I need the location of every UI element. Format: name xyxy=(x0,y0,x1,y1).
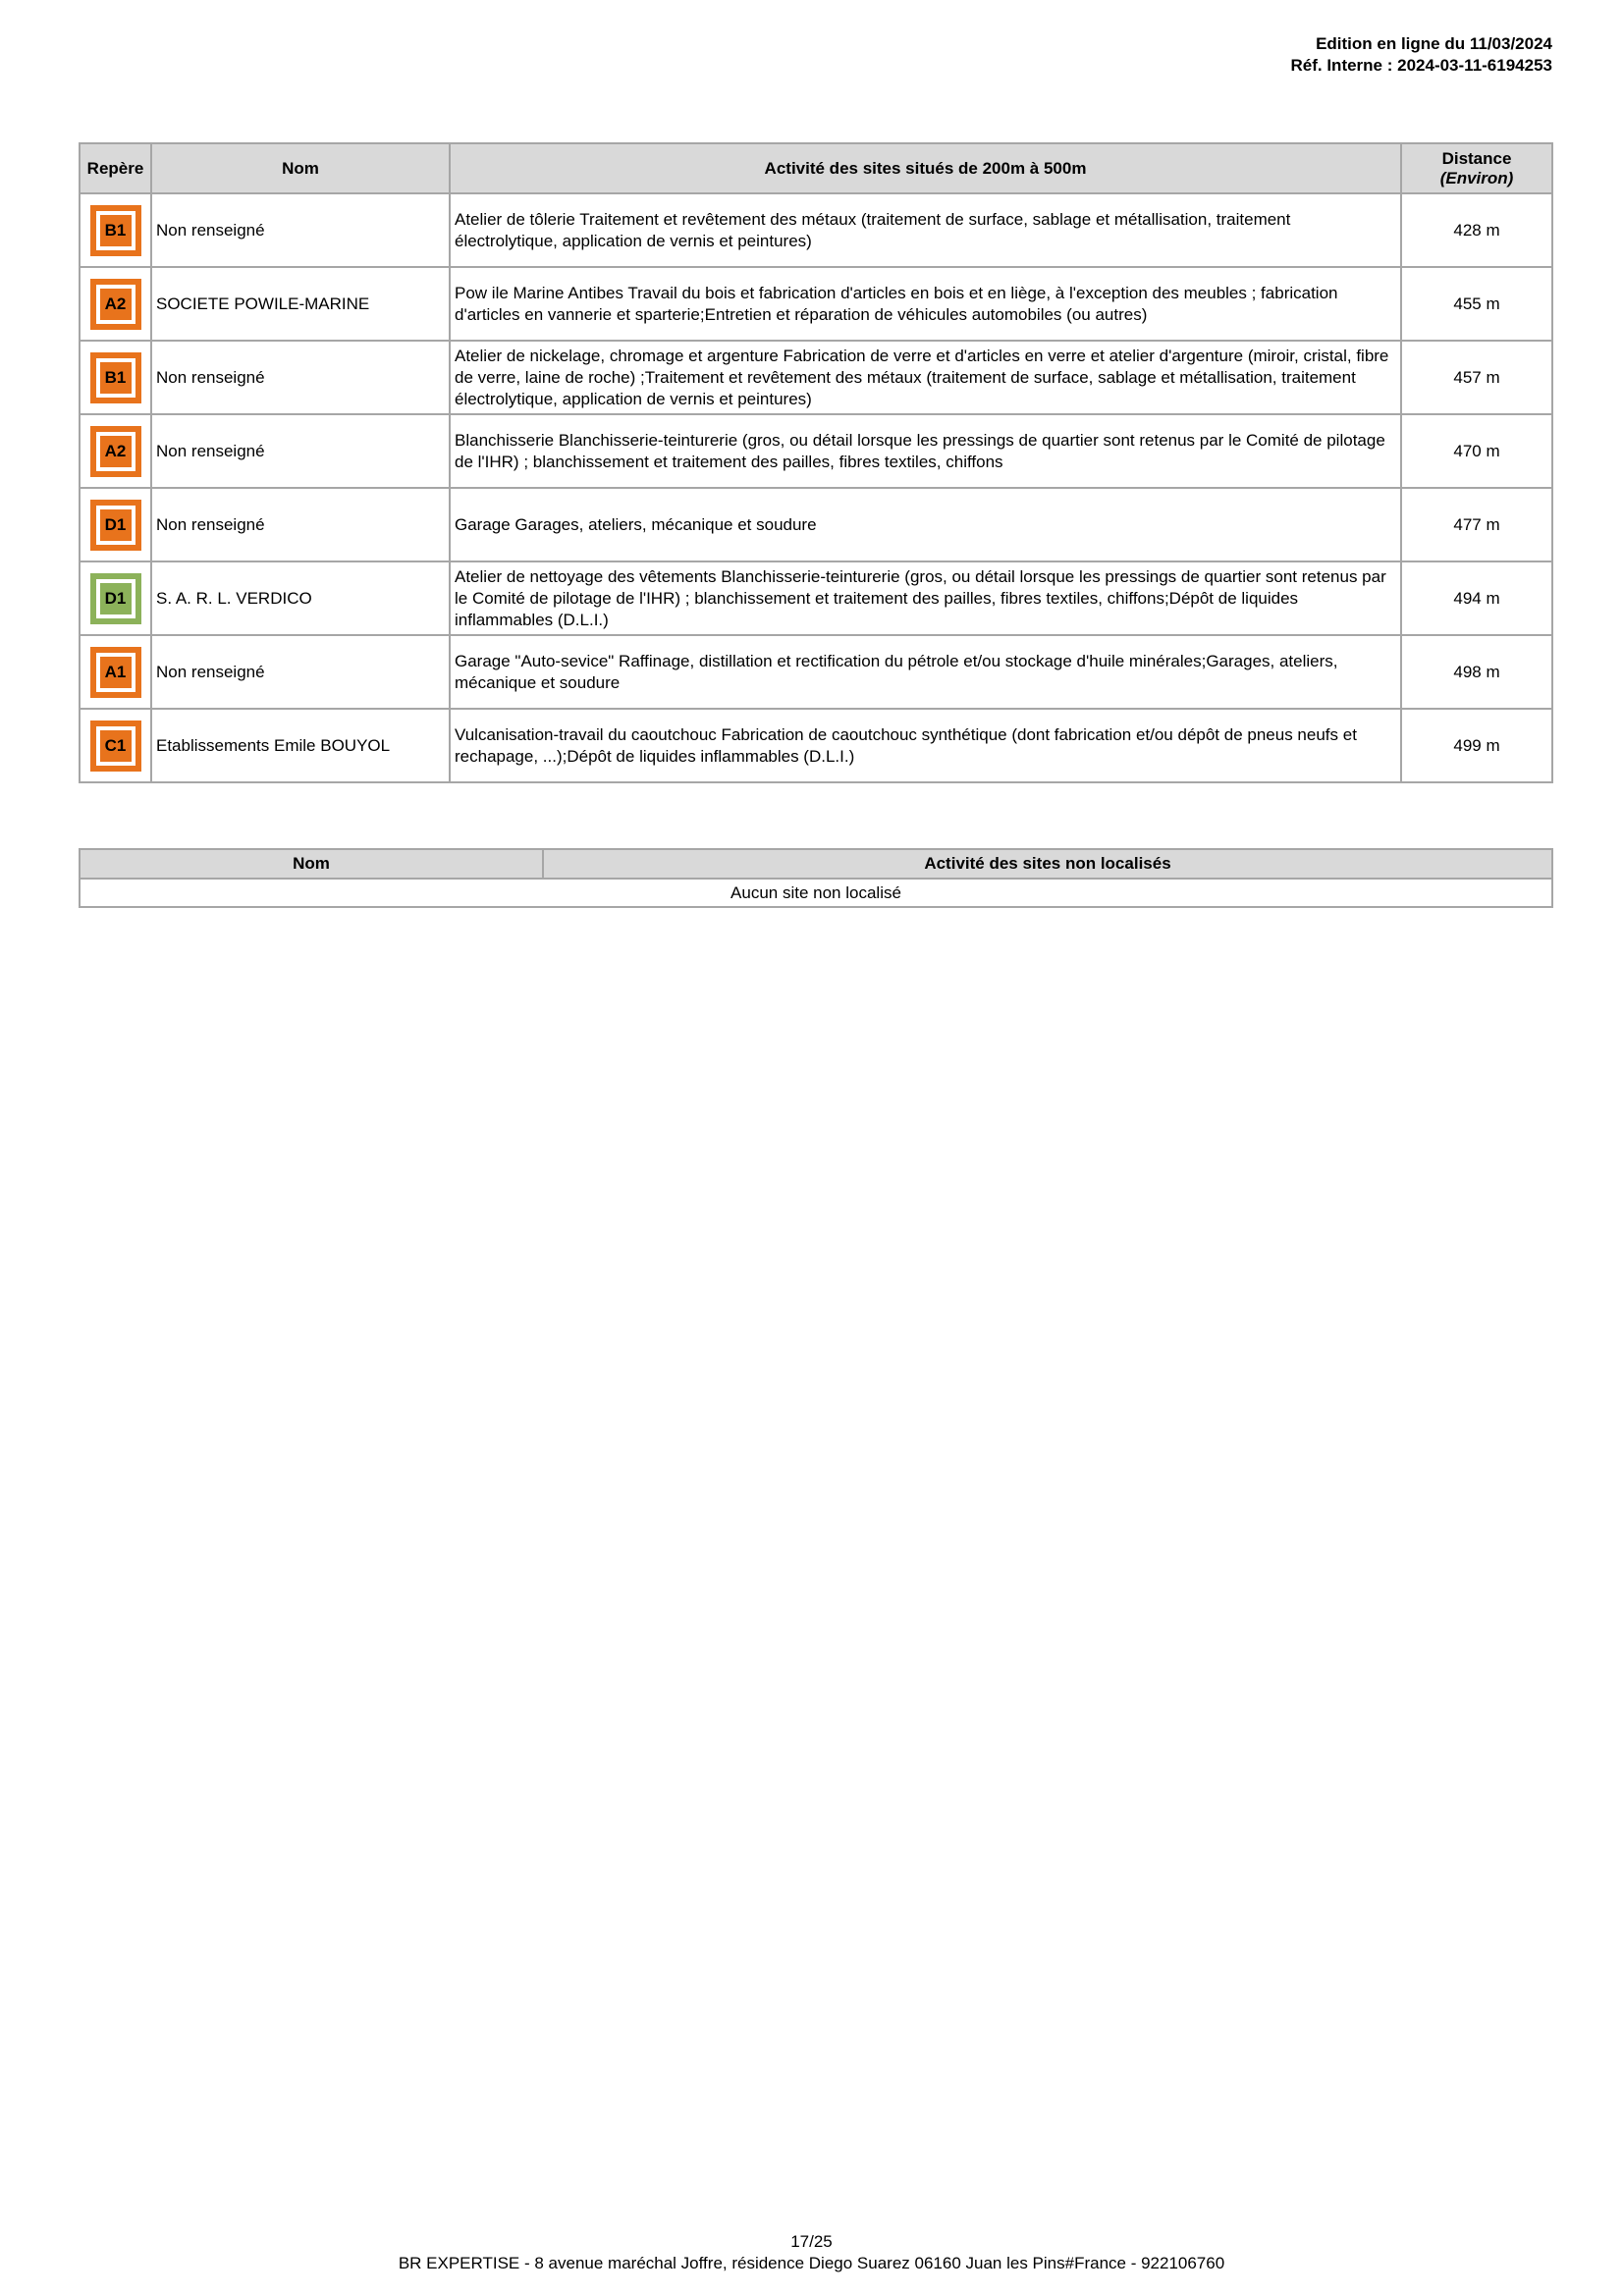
repere-cell xyxy=(80,561,151,635)
column-header-nom: Nom xyxy=(80,849,543,879)
sites-table-body xyxy=(80,193,1552,782)
table-row xyxy=(80,879,1552,907)
distance-header-label: Distance xyxy=(1441,148,1512,168)
column-header-activite: Activité des sites situés de 200m à 500m xyxy=(450,143,1401,193)
footer-address: BR EXPERTISE - 8 avenue maréchal Joffre, résidence Diego Suarez 06160 Juan les Pins#France - 922106760 xyxy=(398,2254,1225,2272)
activite-cell: Atelier de nettoyage des vêtements Blanchisserie-teinturerie (gros, ou détail lorsque les pressings de quartier sont retenus par le Comité de pilotage de l'IHR) ; blanchissement et traitement des pailles, fibres textiles, chiffons;Dépôt de liquides inflammables (D.L.I.) xyxy=(450,561,1401,635)
repere-label: D1 xyxy=(100,583,132,614)
repere-cell xyxy=(80,488,151,561)
activite-cell: Garage "Auto-sevice" Raffinage, distillation et rectification du pétrole et/ou stockage d'huile minérales;Garages, ateliers, mécanique et soudure xyxy=(450,635,1401,709)
repere-marker-icon xyxy=(90,721,141,772)
activite-cell: Atelier de nickelage, chromage et argenture Fabrication de verre et d'articles en verre et atelier d'argenture (miroir, cristal, fibre de verre, laine de roche) ;Traitement et revêtement des métaux (traitement de surface, sablage et métallisation, traitement électrolytique, application de vernis et peintures) xyxy=(450,341,1401,414)
repere-marker-icon xyxy=(90,279,141,330)
repere-marker-icon xyxy=(90,647,141,698)
repere-label: A2 xyxy=(100,436,132,467)
column-header-activite: Activité des sites non localisés xyxy=(543,849,1552,879)
repere-label: B1 xyxy=(100,362,132,394)
nom-cell: SOCIETE POWILE-MARINE xyxy=(151,267,450,341)
activite-cell: Pow ile Marine Antibes Travail du bois et fabrication d'articles en bois et en liège, à l'exception des meubles ; fabrication d'articles en vannerie et sparterie;Entretien et réparation de véhicules automobiles (ou autres) xyxy=(450,267,1401,341)
column-header-distance xyxy=(1401,143,1552,193)
internal-reference: Réf. Interne : 2024-03-11-6194253 xyxy=(1290,56,1552,75)
distance-cell: 428 m xyxy=(1401,193,1552,267)
distance-cell: 457 m xyxy=(1401,341,1552,414)
repere-marker-icon xyxy=(90,352,141,403)
repere-label: B1 xyxy=(100,215,132,246)
activite-cell: Blanchisserie Blanchisserie-teinturerie (gros, ou détail lorsque les pressings de quartier sont retenus par le Comité de pilotage de l'IHR) ; blanchissement et traitement des pailles, fibres textiles, chiffons xyxy=(450,414,1401,488)
sites-200-500m-table xyxy=(79,142,1553,783)
table-header-row xyxy=(80,143,1552,193)
repere-marker-icon xyxy=(90,573,141,624)
nom-cell: Non renseigné xyxy=(151,635,450,709)
repere-label: C1 xyxy=(100,730,132,762)
repere-cell xyxy=(80,709,151,782)
repere-label: A2 xyxy=(100,289,132,320)
table-row xyxy=(80,561,1552,635)
distance-header-sublabel: (Environ) xyxy=(1439,168,1514,187)
repere-cell xyxy=(80,414,151,488)
distance-cell: 498 m xyxy=(1401,635,1552,709)
edition-date: Edition en ligne du 11/03/2024 xyxy=(1316,34,1552,53)
repere-cell xyxy=(80,193,151,267)
table-header-row xyxy=(80,849,1552,879)
document-header xyxy=(1291,33,1553,77)
repere-cell xyxy=(80,635,151,709)
repere-marker-icon xyxy=(90,426,141,477)
nom-cell: Non renseigné xyxy=(151,193,450,267)
distance-cell: 455 m xyxy=(1401,267,1552,341)
table-row xyxy=(80,488,1552,561)
nom-cell: Non renseigné xyxy=(151,414,450,488)
table-row xyxy=(80,341,1552,414)
page-number: 17/25 xyxy=(790,2232,833,2251)
distance-cell: 499 m xyxy=(1401,709,1552,782)
distance-cell: 470 m xyxy=(1401,414,1552,488)
repere-cell xyxy=(80,267,151,341)
nom-cell: S. A. R. L. VERDICO xyxy=(151,561,450,635)
nom-cell: Non renseigné xyxy=(151,488,450,561)
activite-cell: Atelier de tôlerie Traitement et revêtement des métaux (traitement de surface, sablage et métallisation, traitement électrolytique, application de vernis et peintures) xyxy=(450,193,1401,267)
table-row xyxy=(80,635,1552,709)
repere-marker-icon xyxy=(90,205,141,256)
repere-label: A1 xyxy=(100,657,132,688)
nom-cell: Etablissements Emile BOUYOL xyxy=(151,709,450,782)
distance-cell: 494 m xyxy=(1401,561,1552,635)
table-row xyxy=(80,709,1552,782)
distance-cell: 477 m xyxy=(1401,488,1552,561)
repere-cell xyxy=(80,341,151,414)
repere-label: D1 xyxy=(100,509,132,541)
column-header-nom: Nom xyxy=(151,143,450,193)
table-row xyxy=(80,193,1552,267)
repere-marker-icon xyxy=(90,500,141,551)
table-row xyxy=(80,267,1552,341)
empty-message: Aucun site non localisé xyxy=(80,879,1552,907)
activite-cell: Garage Garages, ateliers, mécanique et soudure xyxy=(450,488,1401,561)
activite-cell: Vulcanisation-travail du caoutchouc Fabrication de caoutchouc synthétique (dont fabrication et/ou dépôt de pneus neufs et rechapage, ...);Dépôt de liquides inflammables (D.L.I.) xyxy=(450,709,1401,782)
table-row xyxy=(80,414,1552,488)
column-header-repere: Repère xyxy=(80,143,151,193)
unlocated-sites-table xyxy=(79,848,1553,908)
nom-cell: Non renseigné xyxy=(151,341,450,414)
